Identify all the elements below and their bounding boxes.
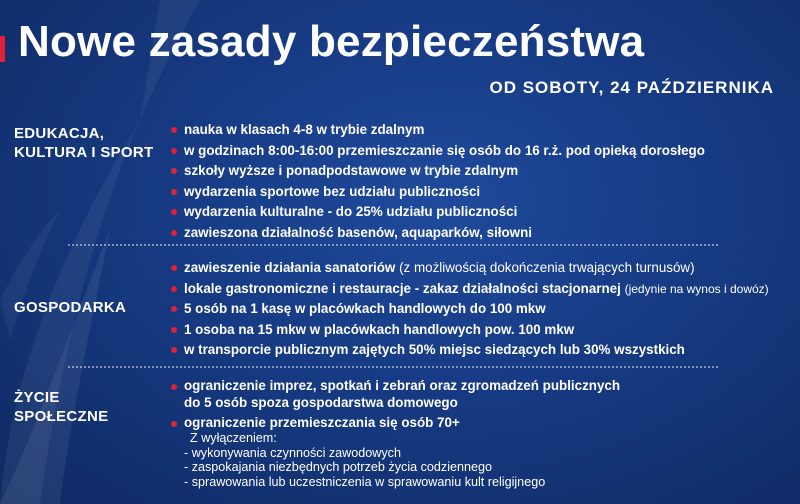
sub-item-text: - sprawowania lub uczestniczenia w sprawowaniu kult religijnego [184,474,546,489]
list-item [170,141,790,162]
list-item-text: w godzinach 8:00-16:00 przemieszczanie się osób do 16 r.ż. pod opieką dorosłego [184,142,705,158]
list-item-text: nauka w klasach 4-8 w trybie zdalnym [184,122,425,137]
section-list-gospodarka [170,258,790,361]
section-label-line: EDUKACJA, [14,125,105,142]
list-item-text: zawieszenie działania sanatoriów [184,260,396,275]
list-item [170,377,790,411]
list-item [170,120,790,141]
list-item-text: 1 osoba na 15 mkw w placówkach handlowych pow. 100 mkw [184,321,575,337]
list-item-text: 5 osób na 1 kasę w placówkach handlowych do 100 mkw [184,301,546,316]
list-item [170,202,790,223]
bullet-icon [171,265,177,271]
section-label-line: ŻYCIE [14,389,60,406]
list-item-text: ograniczenie imprez, spotkań i zebrań oraz zgromadzeń publicznych [184,378,621,393]
list-item-text: szkoły wyższe i ponadpodstawowe w trybie zdalnym [184,163,519,178]
list-item-continuation: do 5 osób spoza gospodarstwa domowego [184,395,458,410]
list-item [170,299,790,320]
page-subtitle: OD SOBOTY, 24 PAŹDZIERNIKA [489,78,774,97]
list-item-text: ograniczenie przemieszczania się osób 70+ [184,415,460,430]
list-item [170,340,790,361]
section-list-zycie-spoleczne [170,377,790,489]
list-item-note: (jedynie na wynos i dowóz) [624,281,769,296]
list-item-text: wydarzenia kulturalne - do 25% udziału publiczności [184,204,518,219]
bullet-icon [171,209,177,215]
list-item [170,258,790,279]
section-label-line: SPOŁECZNE [14,408,109,425]
list-item [170,414,790,489]
bullet-icon [171,230,177,236]
bullet-icon [171,421,177,427]
list-item [170,161,790,182]
bullet-icon [171,127,177,133]
bullet-icon [171,168,177,174]
bullet-icon [171,189,177,195]
section-list-edukacja [170,120,790,243]
list-item-note: (z możliwością dokończenia trwających turnusów) [399,260,695,275]
list-item-text: w transporcie publicznym zajętych 50% miejsc siedzących lub 30% wszystkich [184,342,685,357]
section-divider [68,366,718,368]
sub-item-text: Z wyłączeniem: [190,431,277,445]
section-label-line: KULTURA I SPORT [14,144,154,161]
sub-item-text: - wykonywania czynności zawodowych [184,445,401,460]
list-item-text: zawieszona działalność basenów, aquaparków, siłowni [184,224,532,240]
bullet-icon [171,384,177,390]
section-divider [68,244,718,246]
bullet-icon [171,347,177,353]
page-title: Nowe zasady bezpieczeństwa [18,17,645,66]
list-item [170,320,790,341]
sub-item-text: - zaspokajania niezbędnych potrzeb życia codziennego [184,460,493,474]
bullet-icon [171,148,177,154]
bullet-icon [171,306,177,312]
list-item [170,182,790,203]
bullet-icon [171,286,177,292]
list-item-text: lokale gastronomiczne i restauracje - zakaz działalności stacjonarnej [184,280,621,296]
list-item [170,279,790,300]
list-item-text: wydarzenia sportowe bez udziału publiczności [184,183,481,199]
bullet-icon [171,327,177,333]
section-label-gospodarka [14,298,126,317]
title-accent-bar [0,36,5,62]
section-label-edukacja [14,124,154,162]
section-label-zycie-spoleczne [14,388,108,426]
section-label-line: GOSPODARKA [14,299,127,316]
list-item [170,223,790,244]
